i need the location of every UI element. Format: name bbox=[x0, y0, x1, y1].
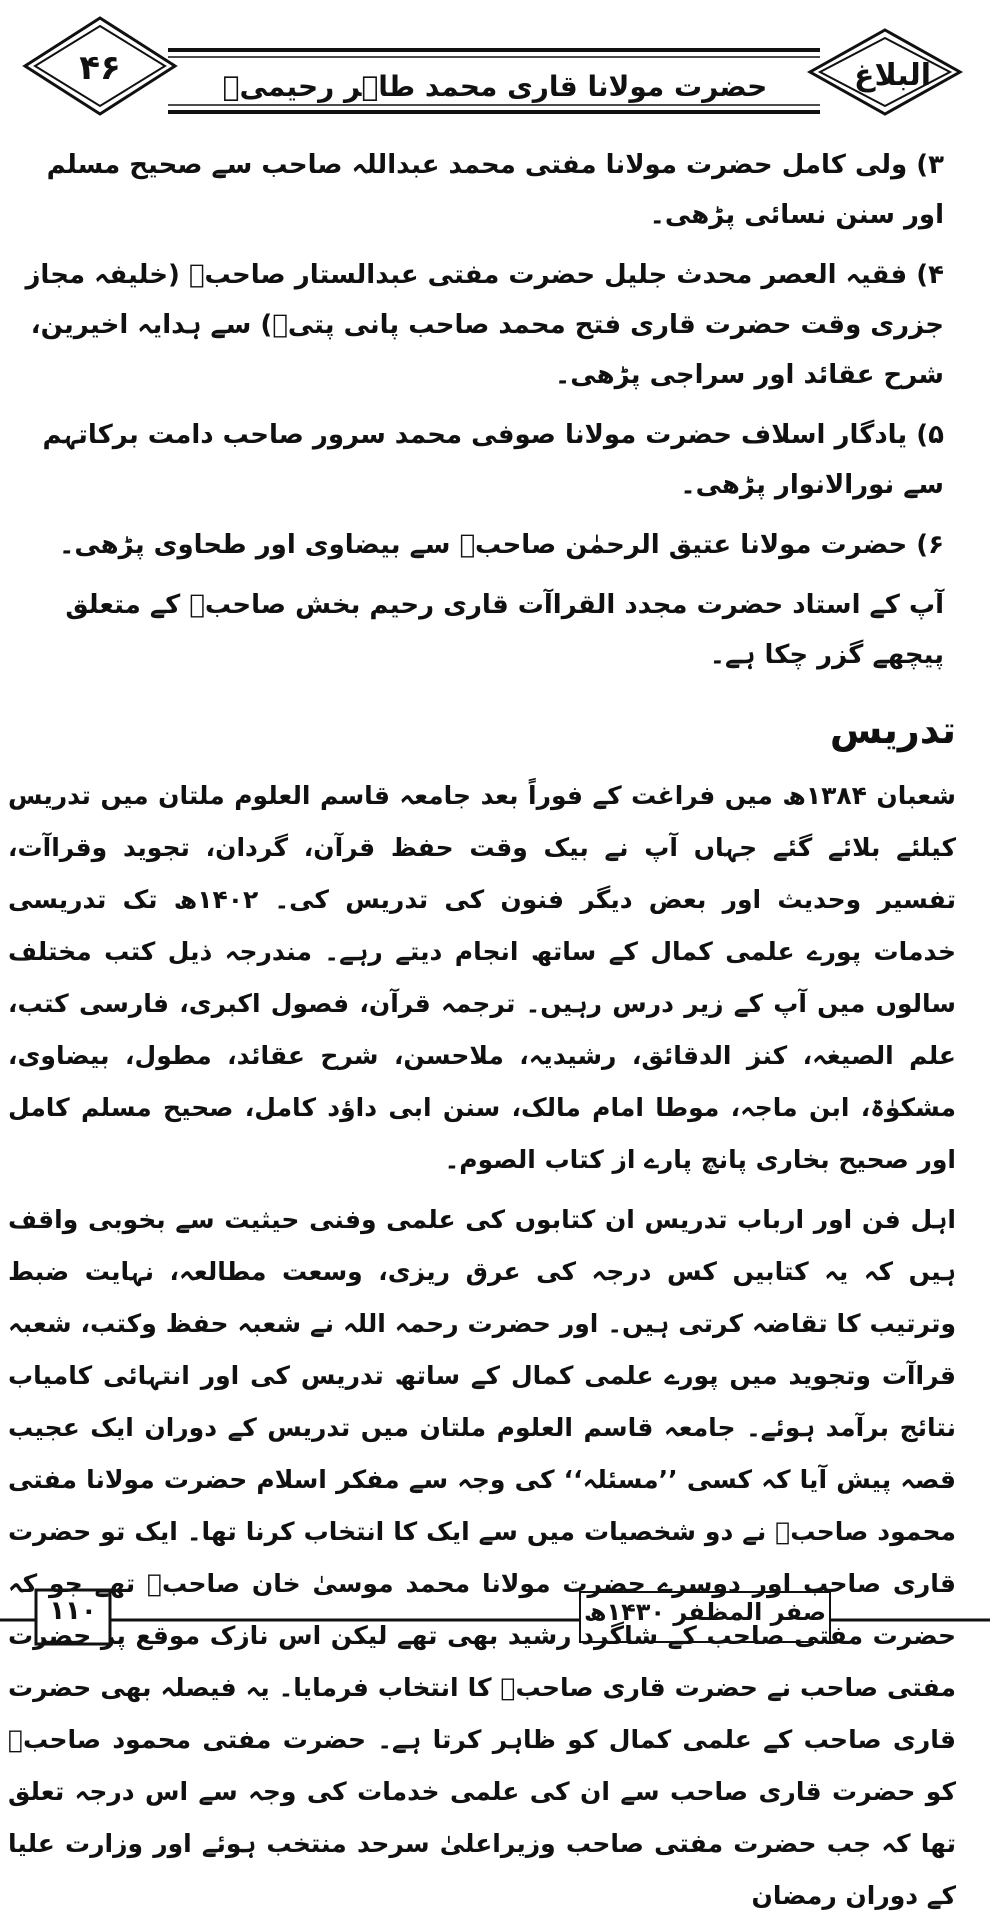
footer-frame bbox=[0, 1580, 990, 1650]
list-item: ۳) ولی کامل حضرت مولانا مفتی محمد عبداللہ صاحب سے صحیح مسلم اور سنن نسائی پڑھی۔ bbox=[46, 150, 944, 230]
page-footer bbox=[0, 1580, 990, 1650]
paragraph: اہل فن اور ارباب تدریس ان کتابوں کی علمی وفنی حیثیت سے بخوبی واقف ہیں کہ یہ کتابیں کس درجہ کی عرق ریزی، وسعت مطالعہ، نہایت ضبط وترتیب کا تقاضہ کرتی ہیں۔ اور حضرت رحمہ اللہ نے شعبہ حفظ وکتب، شعبہ قراآت وتجوید میں پورے علمی کمال کے ساتھ تدریس کی اور انتہائی کامیاب نتائج برآمد ہوئے۔ جامعہ قاسم العلوم ملتان میں تدریس کے دوران ایک عجیب قصہ پیش آیا کہ کسی ’’مسئلہ‘‘ کی وجہ سے مفکر اسلام حضرت مولانا مفتی محمود صاحبؒ نے دو شخصیات میں سے ایک کا انتخاب کرنا تھا۔ ایک تو حضرت قاری صاحب اور دوسرے حضرت مولانا محمد موسیٰ خان صاحبؒ تھے جو کہ حضرت مفتی صاحب کے شاگرد رشید بھی تھے لیکن اس نازک موقع پر حضرت مفتی صاحب نے حضرت قاری صاحبؒ کا انتخاب فرمایا۔ یہ فیصلہ بھی حضرت قاری صاحب کے علمی کمال کو ظاہر کرتا ہے۔ حضرت مفتی محمود صاحبؒ کو حضرت قاری صاحب سے ان کی علمی خدمات کی وجہ سے اس درجہ تعلق تھا کہ جب حضرت مفتی صاحب وزیراعلیٰ سرحد منتخب ہوئے اور وزارت علیا کے دوران رمضان bbox=[8, 1205, 956, 1910]
footer-page-number: ۱۱۰ bbox=[49, 1596, 97, 1626]
header-page-number: ۴۶ bbox=[79, 48, 121, 88]
list-item: ۵) یادگار اسلاف حضرت مولانا صوفی محمد سرور صاحب دامت برکاتہم سے نورالانوار پڑھی۔ bbox=[42, 420, 944, 500]
header-title: حضرت مولانا قاری محمد طاہر رحیمیؒ bbox=[222, 70, 768, 103]
footer-issue-date: صفر المظفر ۱۴۳۰ھ bbox=[583, 1598, 827, 1626]
list-item: ۶) حضرت مولانا عتیق الرحمٰن صاحبؒ سے بیضاوی اور طحاوی پڑھی۔ bbox=[59, 530, 944, 560]
publication-logo: البلاغ bbox=[853, 58, 932, 93]
paragraph: شعبان ۱۳۸۴ھ میں فراغت کے فوراً بعد جامعہ قاسم العلوم ملتان میں تدریس کیلئے بلائے گئے جہاں آپ نے بیک وقت حفظ قرآن، گردان، تجوید وقراآت، تفسیر وحدیث اور بعض دیگر فنون کی تدریس کی۔ ۱۴۰۲ھ تک تدریسی خدمات پورے علمی کمال کے ساتھ انجام دیتے رہے۔ مندرجہ ذیل کتب مختلف سالوں میں آپ کے زیر درس رہیں۔ ترجمہ قرآن، فصول اکبری، فارسی کتب، علم الصیغہ، کنز الدقائق، رشیدیہ، ملاحسن، شرح عقائد، مطول، بیضاوی، مشکوٰۃ، ابن ماجہ، موطا امام مالک، سنن ابی داؤد کامل، صحیح مسلم کامل اور صحیح بخاری پانچ پارے از کتاب الصوم۔ bbox=[8, 781, 956, 1174]
page-header bbox=[0, 0, 990, 140]
list-item: آپ کے استاد حضرت مجدد القراآت قاری رحیم بخش صاحبؒ کے متعلق پیچھے گزر چکا ہے۔ bbox=[65, 590, 944, 670]
list-item: ۴) فقیہ العصر محدث جلیل حضرت مفتی عبدالستار صاحبؒ (خلیفہ مجاز جزری وقت حضرت قاری فتح محمد صاحب پانی پتیؒ) سے ہدایہ اخیرین، شرح عقائد اور سراجی پڑھی۔ bbox=[25, 260, 944, 390]
page-content bbox=[8, 140, 968, 1930]
section-title: تدریس bbox=[829, 708, 956, 752]
